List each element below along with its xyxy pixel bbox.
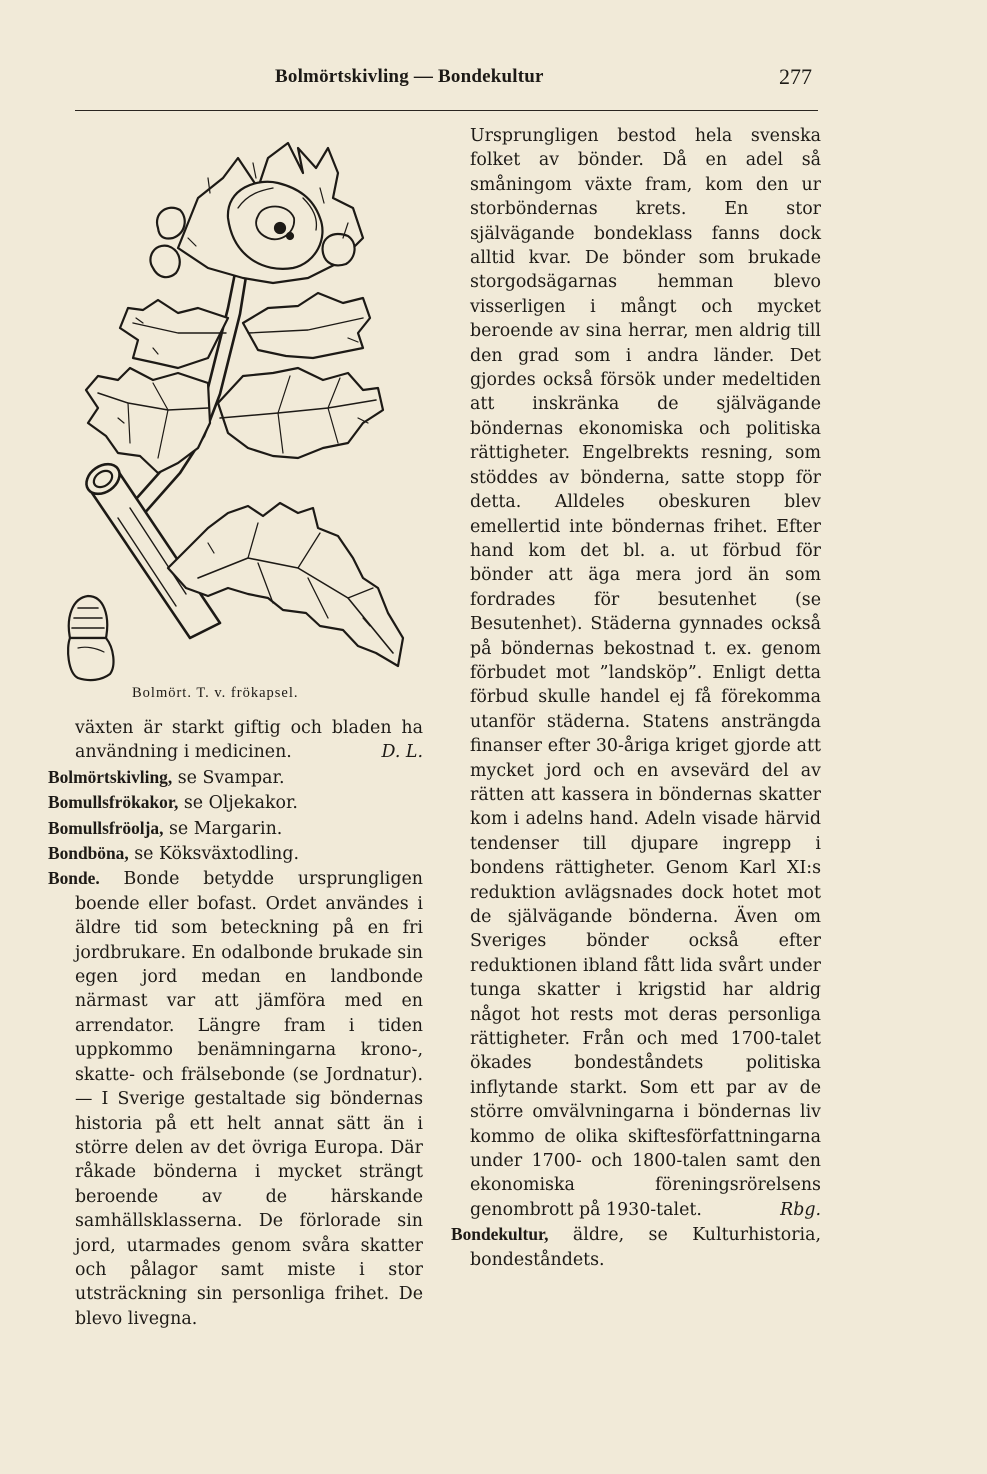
entry-text: se Svampar. [172,767,285,788]
right-column [451,124,821,1272]
entry-text: äldre, se Kulturhistoria, bondeståndets. [470,1225,821,1270]
headword: Bondböna, [48,843,129,864]
dictionary-entry [48,841,423,866]
continuation-paragraph [451,124,821,1222]
dictionary-entry [48,866,423,1331]
headword: Bondekultur, [451,1224,549,1245]
author-signature: Rbg. [780,1199,821,1220]
headword: Bolmörtskivling, [48,766,173,787]
entry-text: se Köksväxtodling. [128,844,300,865]
headword: Bomullsfrökakor, [48,792,179,813]
entry-text: se Oljekakor. [178,793,298,814]
figure-caption: Bolmört. T. v. frökapsel. [132,685,299,701]
seed-capsule-icon [68,596,113,680]
continuation-text: Ursprungligen bestod hela svenska folket av bönder. Då en adel så småningom växte fram, kom den ur storböndernas krets. En stor självägande bondeklass fanns dock alltid kvar. De bönder som brukade storgodsägarnas hemman blevo visserligen i mångt och mycket beroende av sina herrar, men aldrig till den grad som i andra länder. Det gjordes också försök under medeltiden att inskränka de självägande böndernas ekonomiska och politiska rättigheter. Engelbrekts resning, som stöddes av bönderna, satte stopp för detta. Alldeles obeskuren blev emellertid inte böndernas frihet. Efter hand kom det bl. a. ut förbud för bönder att äga mera jord än som fordrades för besutenhet (se Besutenhet). Städerna gynnades också på böndernas bekostnad t. ex. genom förbudet mot ”landsköp”. Enligt detta förbud skulle handel ej få förekomma utanför städerna. Statens ansträngda finanser efter 30-åriga kriget gjorde att mycket jord och en avsevärd del av rätten att kassera in böndernas skatter kom i adelns hand. Adeln visade härvid tendenser till djupare ingrepp i bondens rättigheter. Genom Karl XI:s reduktion avlägsnades dock hotet mot de självägande bönderna. Även om Sveriges bönder också efter reduktionen ibland fått lida svårt under tunga skatter i krigstid har aldrig något hot rests mot deras personliga rättigheter. Från och med 1700-talet ökades bondeståndets politiska inflytande starkt. Som ett par av de större omvälvningarna i böndernas liv kommo de olika skiftesförfattningarna under 1700- och 1800-talen samt den ekonomiska föreningsrörelsens genombrott på 1930-talet. [470,126,821,1220]
dictionary-entry [48,816,423,841]
headword: Bomullsfröolja, [48,817,164,838]
running-title: Bolmörtskivling — Bondekultur [275,66,544,87]
continuation-paragraph [48,716,423,765]
entry-text: se Margarin. [163,818,283,839]
entry-text: Bonde betydde ursprungligen boende eller bofast. Ordet användes i äldre tid som beteckning på en fri jordbrukare. En odalbonde brukade sin egen jord medan en landbonde närmast var att jämföra med en arrendator. Längre fram i tiden uppkommo benämningarna krono-, skatte- och frälsebonde (se Jordnatur). — I Sverige gestaltade sig böndernas historia på ett helt annat sätt än i större delen av det övriga Europa. Där råkade bönderna i mycket strängt beroende av de härskande samhällsklasserna. De förlorade sin jord, utarmades genom svåra skatter och pålagor samt miste i stor utsträckning sin personliga frihet. De blevo livegna. [75,869,423,1329]
header-rule [75,110,818,111]
dictionary-entry [48,765,423,790]
dictionary-entry [48,790,423,815]
continuation-text: växten är starkt giftig och bladen ha användning i medicinen. [75,718,423,763]
headword: Bonde. [48,868,100,889]
dictionary-entry [451,1222,821,1272]
author-signature: D. L. [381,742,423,763]
left-column [48,716,423,1331]
henbane-illustration [58,118,438,683]
page-number: 277 [779,64,812,89]
